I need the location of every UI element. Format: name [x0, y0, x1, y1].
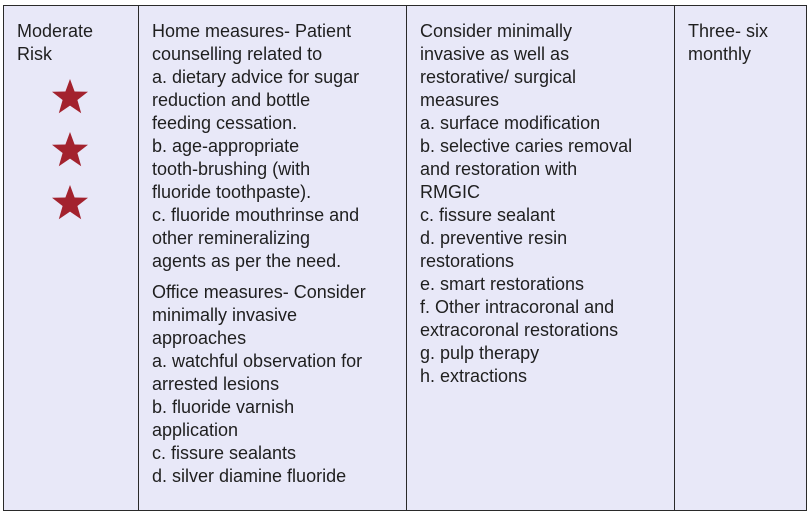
office-measures-block [152, 281, 407, 488]
home-measures-line: feeding cessation. [152, 113, 298, 133]
restorative-line: and restoration with [420, 159, 578, 179]
restorative-line: b. selective caries removal [420, 136, 633, 156]
restorative-line: g. pulp therapy [420, 343, 540, 363]
star-icon [51, 184, 89, 222]
restorative-line: c. fissure sealant [420, 205, 556, 225]
office-measures-line: arrested lesions [152, 374, 280, 394]
office-measures-line: minimally invasive [152, 305, 298, 325]
home-measures-line: counselling related to [152, 44, 323, 64]
star-icon [51, 78, 89, 116]
restorative-line: invasive as well as [420, 44, 570, 64]
recall-interval-text: monthly [688, 44, 752, 64]
risk-level-text: Moderate [17, 21, 94, 41]
restorative-line: Consider minimally [420, 21, 573, 41]
restorative-measures-cell [407, 6, 675, 510]
office-measures-line: approaches [152, 328, 247, 348]
restorative-line: measures [420, 90, 500, 110]
home-measures-line: a. dietary advice for sugar [152, 67, 360, 87]
home-measures-line: tooth-brushing (with [152, 159, 311, 179]
home-measures-line: Home measures- Patient [152, 21, 352, 41]
risk-management-table [3, 5, 807, 511]
restorative-line: a. surface modification [420, 113, 601, 133]
restorative-line: e. smart restorations [420, 274, 585, 294]
restorative-line: restorative/ surgical [420, 67, 577, 87]
recall-interval-cell [675, 6, 808, 510]
star-icon [51, 131, 89, 169]
office-measures-line: b. fluoride varnish [152, 397, 295, 417]
home-measures-line: reduction and bottle [152, 90, 311, 110]
home-measures-line: b. age-appropriate [152, 136, 300, 156]
office-measures-line: Office measures- Consider [152, 282, 366, 302]
restorative-line: RMGIC [420, 182, 480, 202]
home-office-measures-cell [139, 6, 407, 510]
recall-interval-text: Three- six [688, 21, 769, 41]
home-measures-block [152, 20, 407, 273]
home-measures-line: fluoride toothpaste). [152, 182, 312, 202]
office-measures-line: application [152, 420, 239, 440]
office-measures-line: a. watchful observation for [152, 351, 363, 371]
restorative-line: d. preventive resin [420, 228, 568, 248]
risk-level-cell [4, 6, 139, 510]
home-measures-line: agents as per the need. [152, 251, 342, 271]
restorative-line: extracoronal restorations [420, 320, 619, 340]
restorative-line: restorations [420, 251, 515, 271]
restorative-line: h. extractions [420, 366, 528, 386]
risk-level-text: Risk [17, 44, 52, 64]
risk-stars [51, 78, 91, 237]
office-measures-line: c. fissure sealants [152, 443, 297, 463]
office-measures-line: d. silver diamine fluoride [152, 466, 347, 486]
home-measures-line: c. fluoride mouthrinse and [152, 205, 360, 225]
restorative-line: f. Other intracoronal and [420, 297, 615, 317]
home-measures-line: other remineralizing [152, 228, 311, 248]
